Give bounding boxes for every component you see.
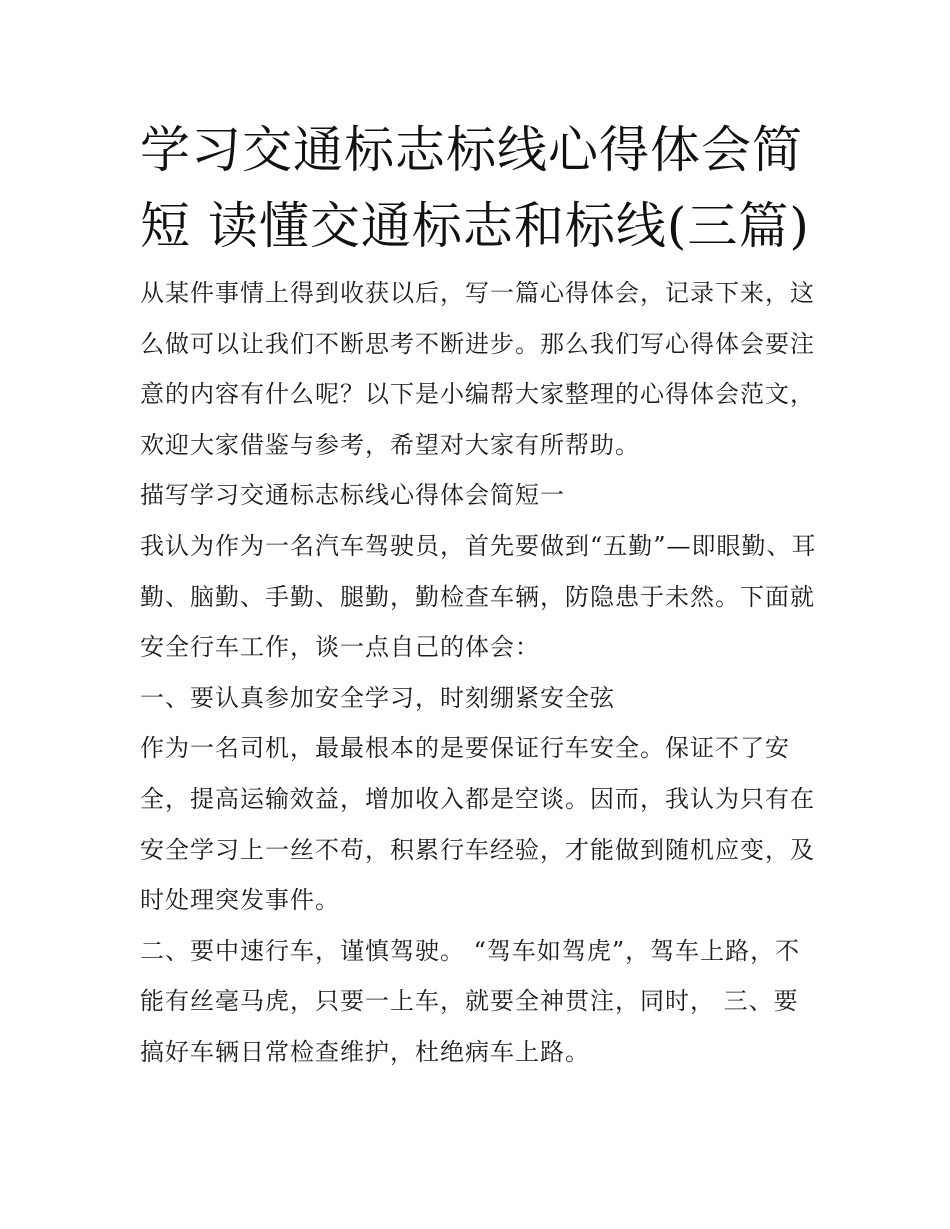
point-heading-1: 一、要认真参加安全学习，时刻绷紧安全弦	[140, 683, 615, 712]
body-paragraph: 二、要中速行车，谨慎驾驶。 “驾车如驾虎”，驾车上路，不能有丝毫马虎，只要一上车，就要全神贯注，同时， 三、要搞好车辆日常检查维护，杜绝病车上路。	[140, 936, 801, 1066]
body-paragraph: 我认为作为一名汽车驾驶员，首先要做到“五勤”—即眼勤、耳勤、脑勤、手勤、腿勤，勤检查车辆，防隐患于未然。下面就安全行车工作，谈一点自己的体会：	[140, 531, 817, 662]
document-title	[140, 112, 820, 264]
title-line-1: 学习交通标志标线心得体会简	[140, 121, 803, 179]
section-heading: 描写学习交通标志标线心得体会简短一	[140, 481, 565, 510]
body-paragraph: 作为一名司机，最最根本的是要保证行车安全。保证不了安全，提高运输效益，增加收入都是空谈。因而，我认为只有在安全学习上一丝不苟，积累行车经验，才能做到随机应变，及时处理突发事件。	[140, 734, 815, 915]
title-line-2: 短 读懂交通标志和标线(三篇)	[140, 197, 810, 255]
intro-paragraph: 从某件事情上得到收获以后，写一篇心得体会，记录下来，这么做可以让我们不断思考不断进步。那么我们写心得体会要注意的内容有什么呢？以下是小编帮大家整理的心得体会范文，欢迎大家借鉴与参考，希望对大家有所帮助。	[140, 279, 815, 459]
document-body	[140, 112, 820, 1078]
